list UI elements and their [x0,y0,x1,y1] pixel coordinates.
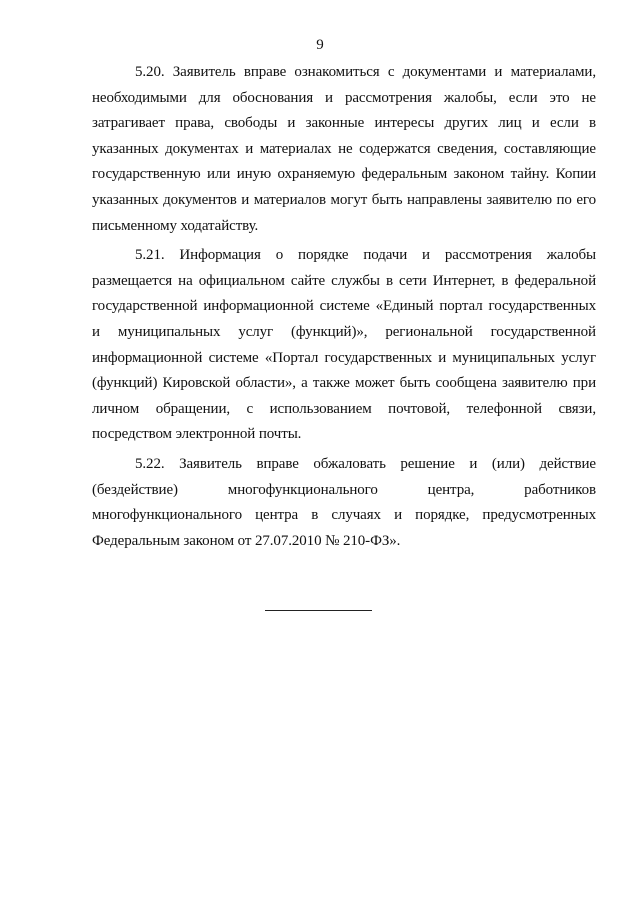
end-separator-line [265,610,372,611]
paragraph-5-20: 5.20. Заявитель вправе ознакомиться с документами и материалами, необходимыми для обоснования и рассмотрения жалобы, если это не затрагивает права, свободы и законные интересы других лиц и если в указанных документах и материалах не содержатся сведения, составляющие государственную или иную охраняемую федеральным законом тайну. Копии указанных документов и материалов могут быть направлены заявителю по его письменному ходатайству. [92,64,596,234]
document-body [92,60,596,554]
page-number: 9 [316,37,324,53]
paragraph-5-22: 5.22. Заявитель вправе обжаловать решение и (или) действие (бездействие) многофункционального центра, работников многофункционального центра в случаях и порядке, предусмотренных Федеральным законом от 27.07.2010 № 210-ФЗ». [92,455,596,549]
paragraph-5-21: 5.21. Информация о порядке подачи и рассмотрения жалобы размещается на официальном сайте службы в сети Интернет, в федеральной государственной информационной системе «Единый портал государственных и муниципальных услуг (функций)», региональной государственной информационной системе «Портал государственных и муниципальных услуг (функций) Кировской области», а также может быть сообщена заявителю при личном обращении, с использованием почтовой, телефонной связи, посредством электронной почты. [92,247,596,443]
